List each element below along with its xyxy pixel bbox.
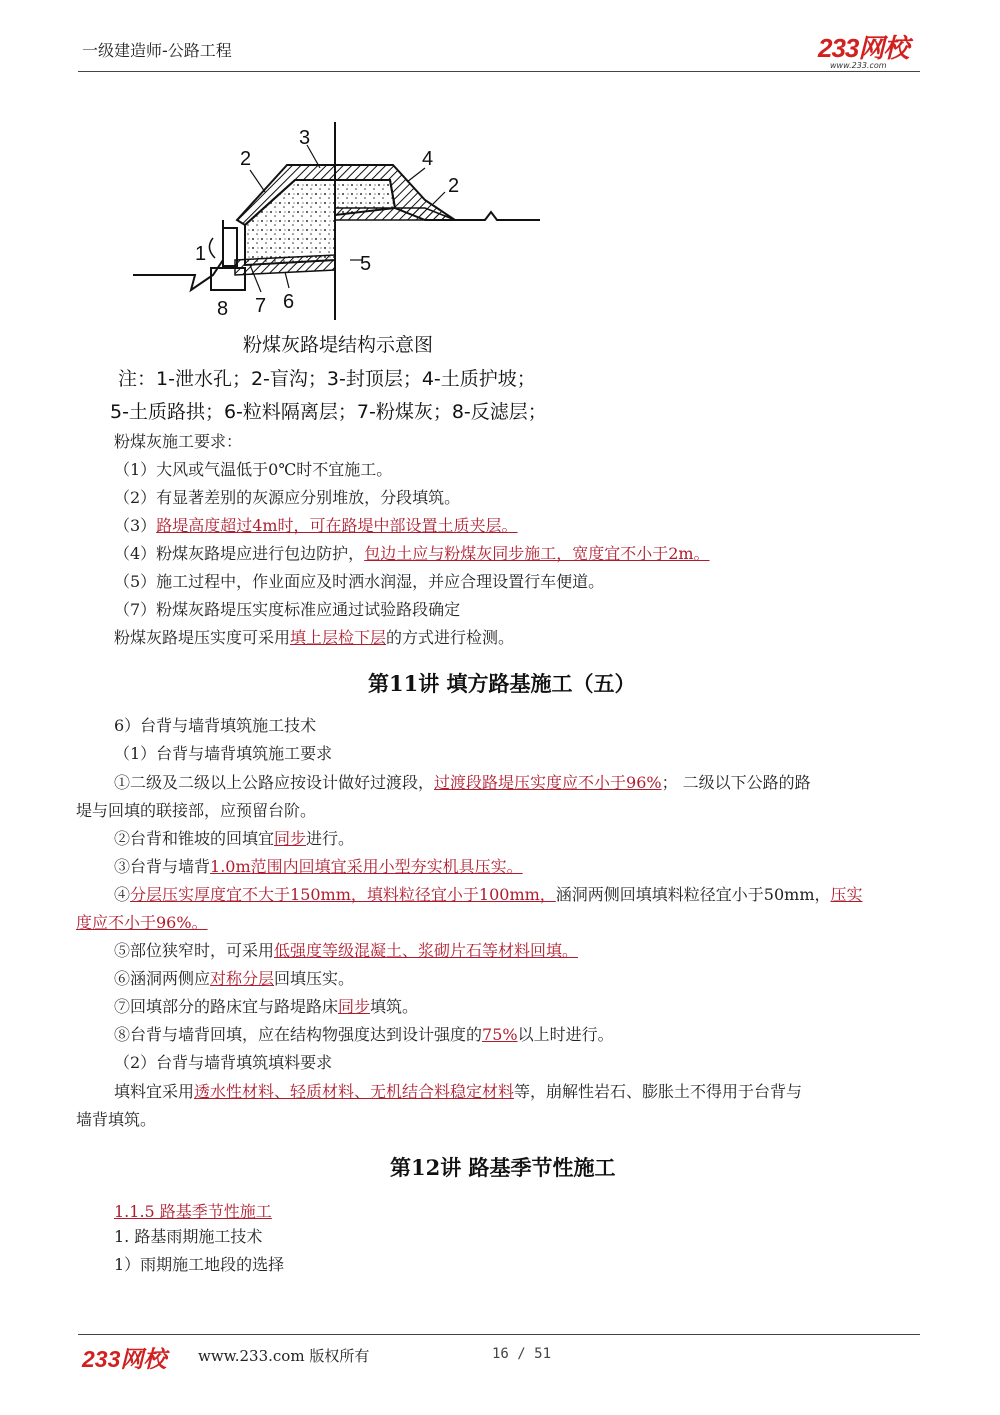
l11-item-h-highlight: 75% xyxy=(482,1025,518,1044)
l11-item-i-suffix: 等，崩解性岩石、膨胀土不得用于台背与 xyxy=(514,1082,803,1101)
header-logo-text: 233网校 xyxy=(818,33,909,63)
flyash-item-1: （1）大风或气温低于0℃时不宜施工。 xyxy=(114,460,393,479)
figure-note-1: 注：1-泄水孔；2-盲沟；3-封顶层；4-土质护坡； xyxy=(118,368,536,390)
l11-item-a xyxy=(114,773,811,793)
diagram-label-2-left: 2 xyxy=(240,148,252,170)
l11-item-g xyxy=(114,997,418,1017)
flyash-test-suffix: 的方式进行检测。 xyxy=(386,628,515,647)
footer-divider xyxy=(78,1334,920,1335)
diagram-label-2-right: 2 xyxy=(448,175,460,197)
l11-item-g-prefix: ⑦回填部分的路床宜与路堤路床 xyxy=(114,997,339,1016)
flyash-item-4 xyxy=(114,544,710,564)
l11-item-h xyxy=(114,1025,614,1045)
l11-item-f-suffix: 回填压实。 xyxy=(274,969,355,988)
diagram-label-7: 7 xyxy=(255,295,267,317)
l11-item-e xyxy=(114,941,578,961)
l11-subsection-6: 6）台背与墙背填筑施工技术 xyxy=(114,716,317,735)
l11-item-d-highlight-2: 压实 xyxy=(830,885,863,904)
flyash-test-method xyxy=(114,628,514,648)
l12-item-1: 1. 路基雨期施工技术 xyxy=(114,1227,263,1246)
l11-item-i xyxy=(114,1082,802,1102)
diagram-label-6: 6 xyxy=(283,291,295,313)
l11-item-a-highlight: 过渡段路堤压实度应不小于96% xyxy=(434,773,662,792)
l11-item-b-highlight: 同步 xyxy=(274,829,307,848)
l11-item-g-highlight: 同步 xyxy=(338,997,371,1016)
l11-item-e-highlight: 低强度等级混凝土、浆砌片石等材料回填。 xyxy=(274,941,579,960)
footer-logo: 233网校 xyxy=(82,1346,167,1372)
l11-item-d-prefix: ④ xyxy=(114,885,131,904)
flyash-item-5: （5）施工过程中，作业面应及时洒水润湿，并应合理设置行车便道。 xyxy=(114,572,605,591)
flyash-item-3 xyxy=(114,516,518,536)
l11-item-g-suffix: 填筑。 xyxy=(370,997,419,1016)
flyash-item-2: （2）有显著差别的灰源应分别堆放，分段填筑。 xyxy=(114,488,461,507)
flyash-item-3-prefix: （3） xyxy=(114,516,157,535)
l11-item-i-cont: 墙背填筑。 xyxy=(76,1110,157,1129)
diagram-label-3: 3 xyxy=(299,127,311,149)
flyash-item-4-prefix: （4）粉煤灰路堤应进行包边防护， xyxy=(114,544,365,563)
l11-item-b xyxy=(114,829,354,849)
l11-material-heading: （2）台背与墙背填筑填料要求 xyxy=(114,1053,333,1072)
lecture-11-title: 第11讲 填方路基施工（五） xyxy=(368,671,636,696)
header-title: 一级建造师-公路工程 xyxy=(82,41,232,60)
flyash-test-prefix: 粉煤灰路堤压实度可采用 xyxy=(114,628,291,647)
l11-item-a-cont: 堤与回填的联接部，应预留台阶。 xyxy=(76,801,317,820)
l11-item-f-highlight: 对称分层 xyxy=(210,969,275,988)
l11-item-b-prefix: ②台背和锥坡的回填宜 xyxy=(114,829,275,848)
flyash-embankment-diagram xyxy=(125,120,550,325)
l11-req-heading: （1）台背与墙背填筑施工要求 xyxy=(114,744,333,763)
l11-item-b-suffix: 进行。 xyxy=(306,829,355,848)
toc-link-1-1-5[interactable]: 1.1.5 路基季节性施工 xyxy=(114,1202,272,1221)
page-number: 16 / 51 xyxy=(492,1346,552,1362)
footer-copyright: www.233.com 版权所有 xyxy=(198,1347,370,1365)
diagram-label-4: 4 xyxy=(422,148,434,170)
l11-item-a-suffix: ； 二级以下公路的路 xyxy=(661,773,811,792)
figure-note-2: 5-土质路拱；6-粒料隔离层；7-粉煤灰；8-反滤层； xyxy=(110,401,547,423)
l11-item-d-cont-highlight: 度应不小于96%。 xyxy=(76,913,208,932)
diagram-label-1: 1 xyxy=(195,243,207,265)
l11-item-f-prefix: ⑥涵洞两侧应 xyxy=(114,969,211,988)
l11-item-h-suffix: 以上时进行。 xyxy=(517,1025,614,1044)
diagram-label-5: 5 xyxy=(360,253,372,275)
flyash-item-4-highlight: 包边土应与粉煤灰同步施工，宽度宜不小于2m。 xyxy=(364,544,710,563)
l11-item-e-prefix: ⑤部位狭窄时，可采用 xyxy=(114,941,275,960)
l12-item-1-1: 1）雨期施工地段的选择 xyxy=(114,1255,285,1274)
header-logo-url: www.233.com xyxy=(830,61,887,70)
l11-item-d-middle: 涵洞两侧回填填料粒径宜小于50mm， xyxy=(555,885,831,904)
flyash-intro: 粉煤灰施工要求： xyxy=(114,432,243,451)
l11-item-d xyxy=(114,885,863,905)
lecture-12-title: 第12讲 路基季节性施工 xyxy=(390,1155,616,1180)
header-divider xyxy=(78,71,920,72)
l11-item-c xyxy=(114,857,523,877)
diagram-label-8: 8 xyxy=(217,298,229,320)
header-logo xyxy=(818,28,908,70)
l11-item-a-prefix: ①二级及二级以上公路应按设计做好过渡段， xyxy=(114,773,435,792)
l11-item-h-prefix: ⑧台背与墙背回填，应在结构物强度达到设计强度的 xyxy=(114,1025,483,1044)
l11-item-i-prefix: 填料宜采用 xyxy=(114,1082,195,1101)
l11-item-d-highlight: 分层压实厚度宜不大于150mm，填料粒径宜小于100mm， xyxy=(130,885,556,904)
figure-caption: 粉煤灰路堤结构示意图 xyxy=(243,334,434,356)
flyash-test-highlight: 填上层检下层 xyxy=(290,628,387,647)
l11-item-c-prefix: ③台背与墙背 xyxy=(114,857,211,876)
l11-item-i-highlight: 透水性材料、轻质材料、无机结合料稳定材料 xyxy=(194,1082,515,1101)
l11-item-c-highlight: 1.0m范围内回填宜采用小型夯实机具压实。 xyxy=(210,857,523,876)
flyash-item-3-highlight: 路堤高度超过4m时，可在路堤中部设置土质夹层。 xyxy=(156,516,518,535)
flyash-item-7: （7）粉煤灰路堤压实度标准应通过试验路段确定 xyxy=(114,600,461,619)
l11-item-d-cont xyxy=(76,913,208,933)
l11-item-f xyxy=(114,969,354,989)
